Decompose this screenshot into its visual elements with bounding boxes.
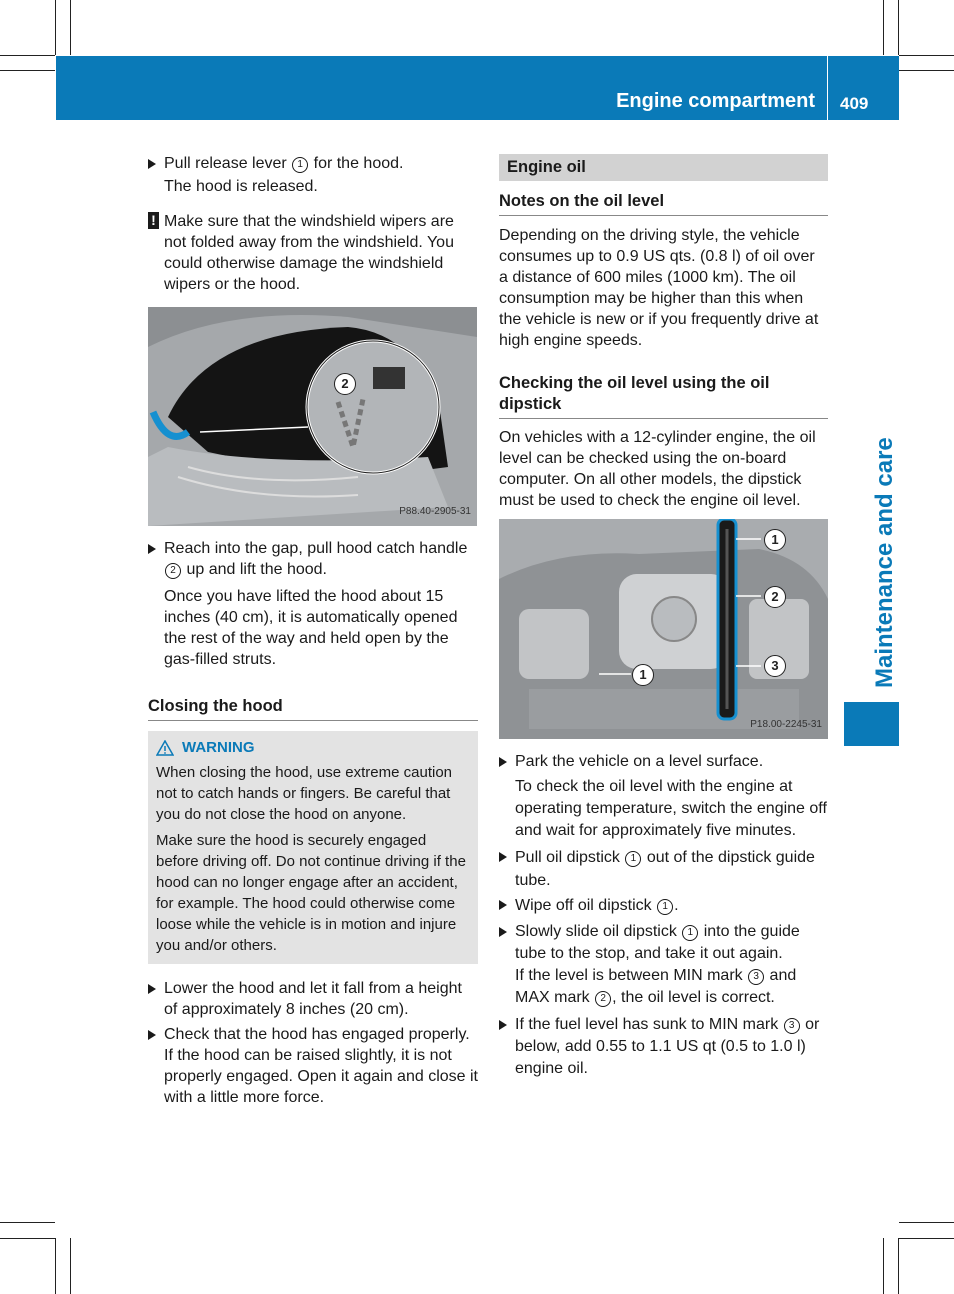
paragraph: On vehicles with a 12-cylinder engine, the oil level can be checked using the on-board computer. On all other models, the dipstick must be used to check the engine oil level. (499, 429, 816, 509)
crop-mark (899, 70, 954, 71)
step-text: Pull oil dipstick (515, 849, 625, 866)
callout-number: 2 (334, 373, 356, 395)
chapter-tab-marker (844, 702, 899, 746)
crop-mark (899, 55, 954, 56)
step-text: Wipe off oil dipstick (515, 897, 657, 914)
crop-mark (899, 1238, 954, 1239)
callout-number: 1 (682, 925, 698, 941)
crop-mark (898, 0, 899, 55)
instruction-step (148, 153, 478, 174)
instruction-step: Park the vehicle on a level surface. (499, 751, 828, 772)
step-text: up and lift the hood. (182, 561, 327, 578)
instruction-step: Check that the hood has engaged properly. (148, 1024, 478, 1045)
page-number: 409 (840, 94, 869, 113)
chapter-tab (844, 120, 899, 702)
caution-text: Make sure that the windshield wipers are not folded away from the windshield. You could otherwise damage the windshield wipers or the hood. (164, 213, 454, 293)
image-caption: P18.00-2245-31 (750, 719, 822, 730)
left-column (148, 153, 478, 1108)
instruction-step (148, 538, 478, 580)
step-text: out of the dipstick guide tube. (515, 849, 815, 889)
step-result: The hood is released. (164, 178, 318, 195)
engine-dipstick-image (499, 519, 828, 739)
step-result (499, 965, 828, 1009)
paragraph: Depending on the driving style, the vehicle consumes up to 0.9 US qts. (0.8 l) of oil over a distance of 600 miles (1000 km). The oil consumption may be higher than this when the vehicle is new or if you frequently drive at high engine speeds. (499, 227, 819, 349)
step-text: If the level is between MIN mark (515, 967, 748, 984)
callout-number: 1 (764, 529, 786, 551)
hood-release-image (148, 307, 477, 526)
engine-bay-illustration (499, 519, 828, 739)
crop-mark (898, 1238, 899, 1294)
image-caption: P88.40-2905-31 (399, 506, 471, 517)
callout-number: 2 (595, 991, 611, 1007)
instruction-step (499, 846, 828, 892)
header-divider (827, 56, 828, 120)
step-text: or below, add 0.55 to 1.1 US qt (0.5 to 1.0 l) engine oil. (515, 1016, 820, 1077)
callout-number: 1 (625, 851, 641, 867)
step-result: To check the oil level with the engine at operating temperature, switch the engine off and wait for approximately five minutes. (515, 778, 827, 839)
right-column (499, 154, 828, 1080)
crop-mark (883, 0, 884, 55)
section-title: Engine oil (499, 154, 828, 181)
step-text: . (674, 897, 679, 914)
step-text: for the hood. (309, 155, 404, 172)
warning-text: Make sure the hood is securely engaged before driving off. Do not continue driving if the hood can no longer engage after an accident, for example. The hood could otherwise come loose while the vehicle is in motion and injure you and/or others. (156, 832, 466, 954)
step-text: If the fuel level has sunk to MIN mark (515, 1016, 783, 1033)
warning-label: WARNING (182, 739, 255, 756)
callout-number: 2 (764, 586, 786, 608)
step-text: Reach into the gap, pull hood catch handle (164, 540, 468, 557)
crop-mark (70, 1238, 71, 1294)
crop-mark (0, 1238, 55, 1239)
warning-header (156, 737, 470, 758)
crop-mark (0, 55, 55, 56)
caution-note (148, 211, 478, 295)
subsection-heading: Notes on the oil level (499, 191, 828, 216)
callout-number: 1 (292, 157, 308, 173)
step-text: into the guide tube to the stop, and take it out again. (515, 923, 800, 962)
step-text: Pull release lever (164, 155, 292, 172)
subsection-heading: Checking the oil level using the oil dipstick (499, 373, 828, 419)
step-result: Once you have lifted the hood about 15 inches (40 cm), it is automatically opened the rest of the way and held open by the gas-filled struts. (164, 588, 458, 668)
step-result: If the hood can be raised slightly, it is not properly engaged. Open it again and close it with a little more force. (164, 1047, 478, 1106)
crop-mark (55, 1238, 56, 1294)
callout-number: 2 (165, 563, 181, 579)
crop-mark (0, 1222, 55, 1223)
section-heading: Closing the hood (148, 696, 478, 721)
chapter-tab-label: Maintenance and care (871, 437, 898, 688)
crop-mark (55, 0, 56, 55)
crop-mark (899, 1222, 954, 1223)
callout-number: 3 (784, 1018, 800, 1034)
page-title: Engine compartment (616, 90, 815, 112)
crop-mark (0, 70, 55, 71)
car-hood-illustration (148, 307, 477, 526)
callout-number: 1 (657, 899, 673, 915)
warning-text: When closing the hood, use extreme caution not to catch hands or fingers. Be careful that you do not close the hood on anyone. (156, 764, 453, 823)
instruction-step: Lower the hood and let it fall from a height of approximately 8 inches (20 cm). (148, 978, 478, 1020)
instruction-step (499, 894, 828, 917)
page-header (56, 56, 899, 120)
instruction-step (499, 1014, 828, 1080)
crop-mark (883, 1238, 884, 1294)
step-text: and MAX mark (515, 967, 797, 1006)
step-text: Slowly slide oil dipstick (515, 923, 682, 940)
crop-mark (70, 0, 71, 55)
callout-number: 3 (764, 655, 786, 677)
warning-box (148, 731, 478, 964)
callout-number: 3 (748, 969, 764, 985)
instruction-step (499, 921, 828, 965)
callout-number: 1 (632, 664, 654, 686)
warning-triangle-icon (156, 740, 174, 756)
exclamation-icon: ! (148, 212, 159, 229)
step-text: , the oil level is correct. (612, 989, 775, 1006)
